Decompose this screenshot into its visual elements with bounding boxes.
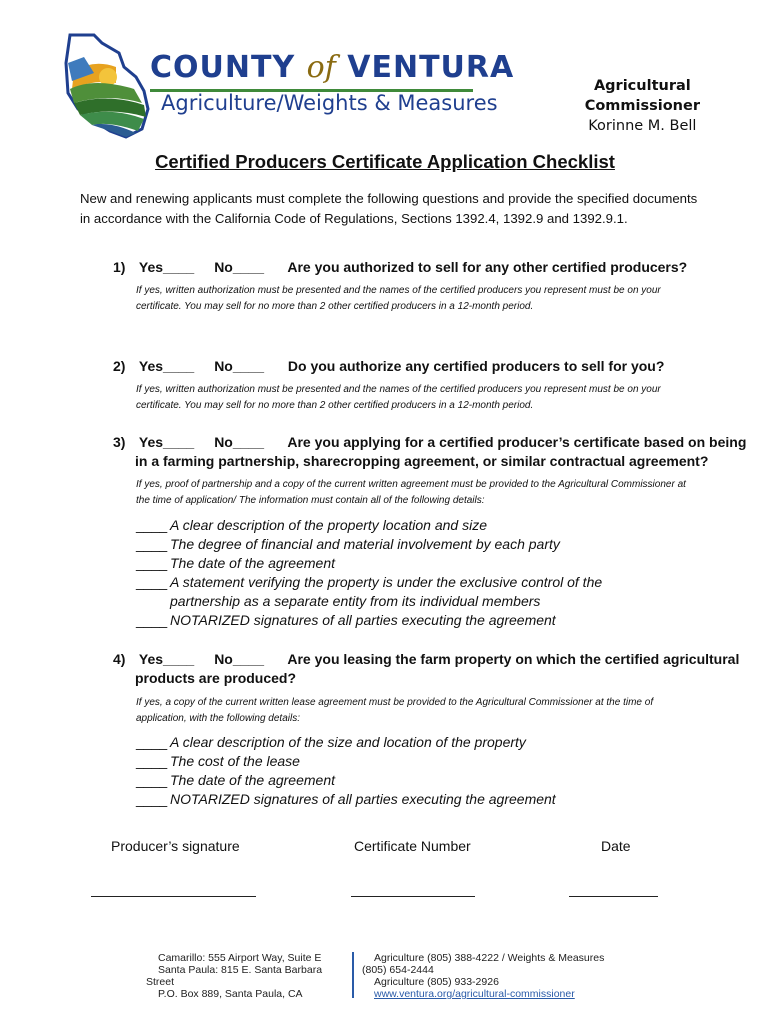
- footer-contacts: [362, 952, 662, 1000]
- yes-blank[interactable]: Yes____: [138, 651, 195, 667]
- brand-title-county: COUNTY: [150, 50, 296, 85]
- yes-blank[interactable]: Yes____: [138, 358, 195, 374]
- no-blank[interactable]: No____: [214, 434, 264, 450]
- county-map-logo: [64, 33, 150, 139]
- commissioner-name: Korinne M. Bell: [588, 118, 697, 134]
- question-3: [113, 433, 746, 471]
- no-blank[interactable]: No____: [214, 358, 264, 374]
- question-number: 1): [113, 259, 126, 275]
- list-item-text: The date of the agreement: [170, 772, 335, 788]
- question-number: 3): [113, 434, 126, 450]
- list-item[interactable]: [136, 516, 616, 535]
- date-line[interactable]: [569, 896, 658, 897]
- question-2: [113, 357, 664, 376]
- list-item[interactable]: [136, 573, 616, 611]
- certificate-number-line[interactable]: [351, 896, 475, 897]
- list-item-text: NOTARIZED signatures of all parties executing the agreement: [170, 612, 556, 628]
- document-intro: New and renewing applicants must complete the following questions and provide the specified documents in accordance with the California Code of Regulations, Sections 1392.4, 1392.9 and 1392.9.1.: [80, 191, 698, 226]
- commissioner-role-line2: Commissioner: [584, 98, 700, 114]
- list-item[interactable]: [136, 733, 616, 752]
- question-text: Are you leasing the farm property on which the certified agricultural: [287, 651, 740, 667]
- no-blank[interactable]: No____: [214, 259, 264, 275]
- question-1-note: If yes, written authorization must be presented and the names of the certified producers you represent must be on your certificate. You may sell for no more than 2 other certified producers in a 12-month period.: [136, 285, 661, 312]
- date-label: Date: [601, 838, 631, 854]
- question-text-continued: in a farming partnership, sharecropping agreement, or similar contractual agreement?: [135, 453, 709, 469]
- footer-phone-line3: Agriculture (805) 933-2926: [374, 976, 499, 988]
- question-4-note: If yes, a copy of the current written lease agreement must be provided to the Agricultural Commissioner at the time of application, with the following details:: [136, 697, 654, 724]
- question-text-continued: products are produced?: [135, 670, 297, 686]
- list-item-text: The cost of the lease: [170, 753, 300, 769]
- brand-subtitle: Agriculture/Weights & Measures: [161, 91, 498, 115]
- checkbox-blank[interactable]: ____: [136, 772, 168, 788]
- list-item[interactable]: [136, 752, 616, 771]
- question-4-checklist: [136, 733, 616, 809]
- brand-title-ventura: VENTURA: [347, 50, 515, 85]
- question-4: [113, 650, 739, 688]
- checkbox-blank[interactable]: ____: [136, 791, 168, 807]
- checkbox-blank[interactable]: ____: [136, 555, 168, 571]
- question-number: 2): [113, 358, 126, 374]
- document-title: Certified Producers Certificate Application Checklist: [155, 151, 615, 172]
- brand-title-of: of: [306, 50, 336, 85]
- certificate-number-label: Certificate Number: [354, 838, 471, 854]
- footer-po-box: P.O. Box 889, Santa Paula, CA: [158, 988, 303, 1000]
- list-item-text: A statement verifying the property is under the exclusive control of the partnership as a separate entity from its individual members: [170, 574, 603, 609]
- brand-title: [150, 50, 514, 85]
- no-blank[interactable]: No____: [214, 651, 264, 667]
- checkbox-blank[interactable]: ____: [136, 517, 168, 533]
- footer-addresses: [146, 952, 346, 1000]
- footer-phone-line1: Agriculture (805) 388-4222 / Weights & Measures: [374, 952, 605, 964]
- list-item-text: A clear description of the property location and size: [170, 517, 487, 533]
- list-item-text: The degree of financial and material involvement by each party: [170, 536, 560, 552]
- producer-signature-line[interactable]: [91, 896, 256, 897]
- footer-street: Street: [146, 976, 175, 988]
- list-item[interactable]: [136, 554, 616, 573]
- footer-camarillo-address: Camarillo: 555 Airport Way, Suite E: [158, 952, 322, 964]
- checkbox-blank[interactable]: ____: [136, 753, 168, 769]
- list-item-text: NOTARIZED signatures of all parties executing the agreement: [170, 791, 556, 807]
- yes-blank[interactable]: Yes____: [138, 259, 195, 275]
- question-1: [113, 258, 687, 277]
- producer-signature-label: Producer’s signature: [111, 838, 240, 854]
- commissioner-role-line1: Agricultural: [593, 78, 691, 94]
- question-2-note: If yes, written authorization must be presented and the names of the certified producers you represent must be on your certificate. You may sell for no more than 2 other certified producers in a 12-month period.: [136, 384, 661, 411]
- list-item[interactable]: [136, 611, 616, 630]
- list-item[interactable]: [136, 771, 616, 790]
- commissioner-block: [585, 76, 700, 136]
- question-text: Are you authorized to sell for any other certified producers?: [287, 259, 688, 275]
- question-text: Do you authorize any certified producers to sell for you?: [287, 358, 665, 374]
- question-3-note: If yes, proof of partnership and a copy of the current written agreement must be provided to the Agricultural Commissioner at the time of application/ The information must contain all of the following details:: [136, 479, 686, 506]
- checkbox-blank[interactable]: ____: [136, 574, 168, 590]
- list-item-text: The date of the agreement: [170, 555, 335, 571]
- question-3-checklist: [136, 516, 616, 630]
- footer-santa-paula-address: Santa Paula: 815 E. Santa Barbara: [158, 964, 323, 976]
- question-number: 4): [113, 651, 126, 667]
- question-text: Are you applying for a certified producer’s certificate based on being: [287, 434, 747, 450]
- checkbox-blank[interactable]: ____: [136, 734, 168, 750]
- footer-phone-line2: (805) 654-2444: [362, 964, 434, 976]
- checkbox-blank[interactable]: ____: [136, 536, 168, 552]
- list-item[interactable]: [136, 535, 616, 554]
- yes-blank[interactable]: Yes____: [138, 434, 195, 450]
- checkbox-blank[interactable]: ____: [136, 612, 168, 628]
- list-item-text: A clear description of the size and location of the property: [170, 734, 526, 750]
- footer-divider: [352, 952, 354, 998]
- list-item[interactable]: [136, 790, 616, 809]
- footer-website-link[interactable]: www.ventura.org/agricultural-commissioner: [374, 988, 575, 1000]
